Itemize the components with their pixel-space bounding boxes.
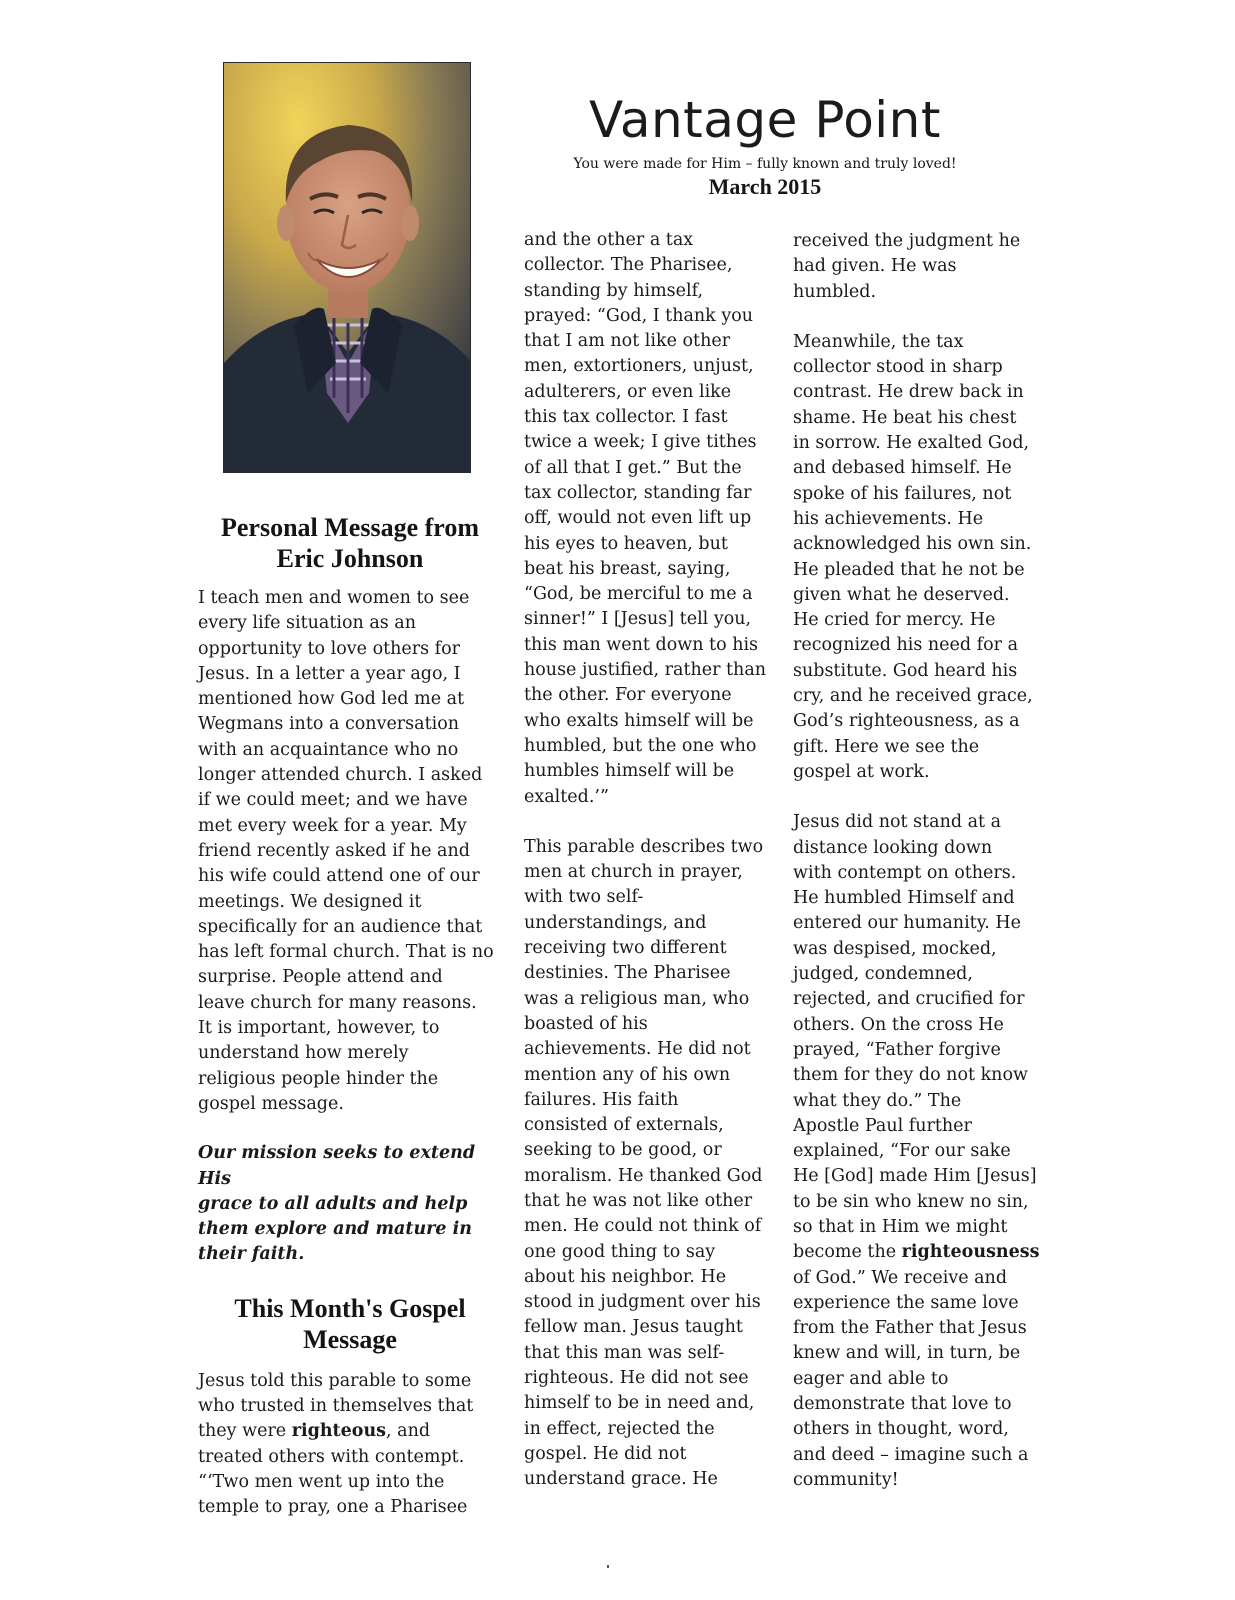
gospel-message-heading: This Month's Gospel Message <box>234 1293 466 1354</box>
bold-word-righteousness: righteousness <box>901 1242 1040 1263</box>
column-left <box>198 512 508 1521</box>
newsletter-title: Vantage Point <box>589 91 941 149</box>
gospel-text-end: , and treated others with contempt. “‘Two men went up into the temple to pray, one a Pharisee <box>198 1421 468 1518</box>
newsletter-tagline: You were made for Him – fully known and truly loved! <box>573 156 957 172</box>
personal-message-heading: Personal Message from Eric Johnson <box>220 513 479 573</box>
mission-statement: Our mission seeks to extend His grace to all adults and help them explore and mature in their faith. <box>198 1143 476 1265</box>
tax-collector-text: Meanwhile, the tax collector stood in sharp contrast. He drew back in shame. He beat his chest in sorrow. He exalted God, and debased himself. He spoke of his failures, not his achievements. He acknowledged his own sin. He pleaded that he not be given what he deserved. He cried for mercy. He recognized his need for a substitute. God heard his cry, and he received grace, God’s righteousness, as a gift. Here we see the gospel at work. <box>793 331 1033 782</box>
jesus-humility-text <box>793 810 1055 1493</box>
gospel-message-body <box>198 1369 508 1521</box>
judgment-text: received the judgment he had given. He was humbled. <box>793 231 1021 302</box>
column-middle <box>524 228 780 1493</box>
column-right <box>793 229 1055 1493</box>
personal-message-body: I teach men and women to see every life situation as an opportunity to love others for Jesus. In a letter a year ago, I mentioned how God led me at Wegmans into a conversation with an acquaintance who no longer attended church. I asked if we could meet; and we have met every week for a year. My friend recently asked if he and his wife could attend one of our meetings. We designed it specifically for an audience that has left formal church. That is no surprise. People attend and leave church for many reasons. It is important, however, to understand how merely religious people hinder the gospel message. <box>198 588 494 1114</box>
masthead <box>540 90 990 200</box>
parable-text: and the other a tax collector. The Pharisee, standing by himself, prayed: “God, I thank you that I am not like other men, extortioners, unjust, adulterers, or even like this tax collector. I fast twice a week; I give tithes of all that I get.” But the tax collector, standing far off, would not even lift up his eyes to heaven, but beat his breast, saying, “God, be merciful to me a sinner!” I [Jesus] tell you, this man went down to his house justified, rather than the other. For everyone who exalts himself will be humbled, but the one who humbles himself will be exalted.’” <box>524 230 767 807</box>
bold-word-righteous: righteous <box>291 1421 387 1442</box>
humility-text-end: of God.” We receive and experience the same love from the Father that Jesus knew and will, in turn, be eager and able to demonstrate that love to others in thought, word, and deed – imagine such a community! <box>793 1267 1029 1490</box>
issue-date: March 2015 <box>708 174 822 199</box>
gospel-text-start: Jesus told this parable to some who trusted in themselves that they were <box>198 1370 474 1442</box>
parable-explanation: This parable describes two men at church in prayer, with two self- understandings, and receiving two different destinies. The Pharisee was a religious man, who boasted of his achievements. He did not mention any of his own failures. His faith consisted of externals, seeking to be good, or moralism. He thanked God that he was not like other men. He could not think of one good thing to say about his neighbor. He stood in judgment over his fellow man. Jesus taught that this man was self- righteous. He did not see himself to be in need and, in effect, rejected the gospel. He did not understand grace. He <box>524 836 764 1490</box>
humility-text-start: Jesus did not stand at a distance looking down with contempt on others. He humbled Himself and entered our humanity. He was despised, mocked, judged, condemned, rejected, and crucified for others. On the cross He prayed, “Father forgive them for they do not know what they do.” The Apostle Paul further explained, “For our sake He [God] made Him [Jesus] to be sin who knew no sin, so that in Him we might become the <box>793 812 1037 1263</box>
portrait-photo <box>223 62 471 473</box>
scan-speck <box>607 1565 609 1568</box>
